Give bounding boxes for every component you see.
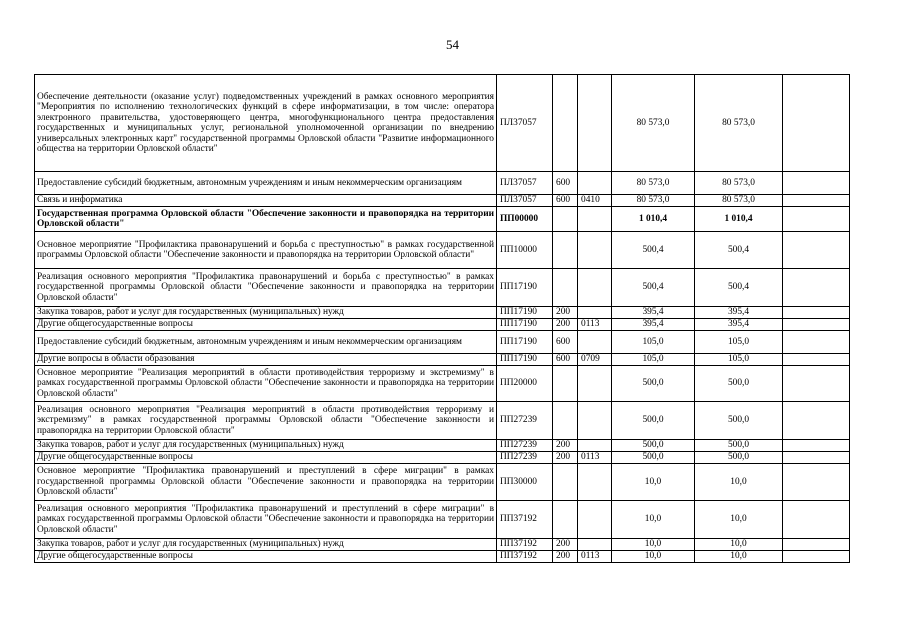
row-target-code: ПЛ37057 xyxy=(497,172,553,195)
row-target-code: ПП37192 xyxy=(497,539,553,551)
row-description: Другие общегосударственные вопросы xyxy=(35,551,497,563)
row-expense-type: 200 xyxy=(553,551,578,563)
row-amount-1: 500,0 xyxy=(612,366,695,402)
row-amount-3 xyxy=(783,331,850,354)
row-amount-2: 500,4 xyxy=(695,269,783,307)
row-amount-3 xyxy=(783,232,850,269)
row-amount-3 xyxy=(783,551,850,563)
row-target-code: ПП37192 xyxy=(497,551,553,563)
row-amount-1: 80 573,0 xyxy=(612,75,695,172)
row-amount-2: 105,0 xyxy=(695,331,783,354)
table-row xyxy=(35,402,850,440)
row-amount-1: 395,4 xyxy=(612,319,695,331)
row-amount-3 xyxy=(783,354,850,366)
table-row xyxy=(35,539,850,551)
row-amount-1: 105,0 xyxy=(612,354,695,366)
row-amount-3 xyxy=(783,207,850,232)
row-expense-type: 600 xyxy=(553,354,578,366)
row-amount-2: 105,0 xyxy=(695,354,783,366)
row-amount-3 xyxy=(783,452,850,464)
row-section-code xyxy=(578,501,612,539)
row-section-code: 0113 xyxy=(578,319,612,331)
row-target-code: ПП17190 xyxy=(497,307,553,319)
row-target-code: ПЛ37057 xyxy=(497,195,553,207)
row-amount-1: 10,0 xyxy=(612,539,695,551)
row-section-code xyxy=(578,440,612,452)
table-row xyxy=(35,366,850,402)
row-description: Закупка товаров, работ и услуг для государственных (муниципальных) нужд xyxy=(35,307,497,319)
row-amount-2: 10,0 xyxy=(695,464,783,501)
row-section-code xyxy=(578,331,612,354)
row-expense-type xyxy=(553,366,578,402)
row-target-code: ПП30000 xyxy=(497,464,553,501)
row-section-code xyxy=(578,232,612,269)
row-section-code: 0709 xyxy=(578,354,612,366)
row-target-code: ПП27239 xyxy=(497,402,553,440)
row-description: Основное мероприятие "Реализация мероприятий в области противодействия терроризму и экстремизму" в рамках государственной программы Орловской области "Обеспечение законности и правопорядка на территории Орловской области" xyxy=(35,366,497,402)
row-section-code: 0410 xyxy=(578,195,612,207)
row-expense-type xyxy=(553,269,578,307)
table-row xyxy=(35,440,850,452)
row-description: Закупка товаров, работ и услуг для государственных (муниципальных) нужд xyxy=(35,440,497,452)
row-amount-2: 500,0 xyxy=(695,440,783,452)
row-expense-type: 200 xyxy=(553,539,578,551)
row-description: Закупка товаров, работ и услуг для государственных (муниципальных) нужд xyxy=(35,539,497,551)
row-target-code: ПП27239 xyxy=(497,440,553,452)
row-description: Основное мероприятие "Профилактика правонарушений и борьба с преступностью" в рамках государственной программы Орловской области "Обеспечение законности и правопорядка на территории Орловской области" xyxy=(35,232,497,269)
row-amount-2: 80 573,0 xyxy=(695,195,783,207)
row-target-code: ПП37192 xyxy=(497,501,553,539)
row-expense-type xyxy=(553,75,578,172)
row-section-code xyxy=(578,307,612,319)
row-amount-1: 1 010,4 xyxy=(612,207,695,232)
row-amount-2: 10,0 xyxy=(695,539,783,551)
row-amount-1: 10,0 xyxy=(612,464,695,501)
row-amount-3 xyxy=(783,501,850,539)
row-description: Предоставление субсидий бюджетным, автономным учреждениям и иным некоммерческим организациям xyxy=(35,172,497,195)
row-amount-3 xyxy=(783,172,850,195)
table-row xyxy=(35,464,850,501)
row-description: Реализация основного мероприятия "Профилактика правонарушений и борьба с преступностью" в рамках государственной программы Орловской области "Обеспечение законности и правопорядка на территории Орловской области" xyxy=(35,269,497,307)
row-target-code: ПП17190 xyxy=(497,354,553,366)
row-section-code xyxy=(578,366,612,402)
row-target-code: ПП27239 xyxy=(497,452,553,464)
table-row xyxy=(35,207,850,232)
row-amount-2: 10,0 xyxy=(695,501,783,539)
row-expense-type xyxy=(553,207,578,232)
row-description: Другие общегосударственные вопросы xyxy=(35,319,497,331)
row-description: Государственная программа Орловской области "Обеспечение законности и правопорядка на территории Орловской области" xyxy=(35,207,497,232)
row-section-code xyxy=(578,464,612,501)
table-row xyxy=(35,331,850,354)
table-row xyxy=(35,232,850,269)
row-expense-type: 600 xyxy=(553,195,578,207)
row-amount-3 xyxy=(783,440,850,452)
row-expense-type: 200 xyxy=(553,319,578,331)
row-expense-type: 600 xyxy=(553,172,578,195)
row-amount-3 xyxy=(783,75,850,172)
row-amount-3 xyxy=(783,319,850,331)
row-amount-2: 500,0 xyxy=(695,402,783,440)
row-section-code xyxy=(578,75,612,172)
table-row xyxy=(35,172,850,195)
table-row xyxy=(35,551,850,563)
row-amount-3 xyxy=(783,195,850,207)
table-row xyxy=(35,269,850,307)
row-description: Основное мероприятие "Профилактика правонарушений и преступлений в сфере миграции" в рамках государственной программы Орловской области "Обеспечение законности и правопорядка на территории Орловской области" xyxy=(35,464,497,501)
table-row xyxy=(35,452,850,464)
row-expense-type xyxy=(553,501,578,539)
table-row xyxy=(35,501,850,539)
row-expense-type xyxy=(553,232,578,269)
row-amount-3 xyxy=(783,269,850,307)
row-amount-3 xyxy=(783,366,850,402)
row-amount-3 xyxy=(783,307,850,319)
row-target-code: ПП20000 xyxy=(497,366,553,402)
table-row xyxy=(35,307,850,319)
row-section-code xyxy=(578,172,612,195)
row-description: Связь и информатика xyxy=(35,195,497,207)
table-row xyxy=(35,195,850,207)
row-amount-2: 500,0 xyxy=(695,366,783,402)
row-description: Реализация основного мероприятия "Профилактика правонарушений и преступлений в сфере миграции" в рамках государственной программы Орловской области "Обеспечение законности и правопорядка на территории Орловской области" xyxy=(35,501,497,539)
row-target-code: ПП10000 xyxy=(497,232,553,269)
row-amount-2: 10,0 xyxy=(695,551,783,563)
row-amount-1: 80 573,0 xyxy=(612,172,695,195)
row-expense-type xyxy=(553,402,578,440)
row-description: Обеспечение деятельности (оказание услуг) подведомственных учреждений в рамках основного мероприятия "Мероприятия по исполнению технологических функций в сфере информатизации, в том числе: оператора электронного правительства, удостоверяющего центра, многофункционального центра предоставления государственных и муниципальных услуг, региональной уполномоченной организации по внедрению универсальных электронных карт" государственной программы Орловской области "Развитие информационного общества на территории Орловской области" xyxy=(35,75,497,172)
row-description: Предоставление субсидий бюджетным, автономным учреждениям и иным некоммерческим организациям xyxy=(35,331,497,354)
row-target-code: ПП17190 xyxy=(497,269,553,307)
row-amount-1: 80 573,0 xyxy=(612,195,695,207)
row-description: Другие общегосударственные вопросы xyxy=(35,452,497,464)
row-section-code xyxy=(578,207,612,232)
row-target-code: ПЛ37057 xyxy=(497,75,553,172)
row-description: Другие вопросы в области образования xyxy=(35,354,497,366)
row-amount-3 xyxy=(783,402,850,440)
row-amount-2: 80 573,0 xyxy=(695,75,783,172)
row-amount-2: 80 573,0 xyxy=(695,172,783,195)
row-expense-type: 200 xyxy=(553,440,578,452)
row-amount-1: 500,0 xyxy=(612,402,695,440)
row-amount-3 xyxy=(783,539,850,551)
row-section-code xyxy=(578,269,612,307)
row-section-code: 0113 xyxy=(578,551,612,563)
row-amount-1: 500,4 xyxy=(612,269,695,307)
row-amount-2: 500,4 xyxy=(695,232,783,269)
row-target-code: ПП17190 xyxy=(497,319,553,331)
budget-table xyxy=(34,74,850,563)
row-section-code xyxy=(578,539,612,551)
table-row xyxy=(35,319,850,331)
row-section-code xyxy=(578,402,612,440)
row-description: Реализация основного мероприятия "Реализация мероприятий в области противодействия терроризму и экстремизму" в рамках государственной программы Орловской области "Обеспечение законности и правопорядка на территории Орловской области" xyxy=(35,402,497,440)
row-expense-type: 200 xyxy=(553,452,578,464)
row-section-code: 0113 xyxy=(578,452,612,464)
table-row xyxy=(35,75,850,172)
row-amount-1: 395,4 xyxy=(612,307,695,319)
row-amount-1: 500,0 xyxy=(612,452,695,464)
row-amount-1: 10,0 xyxy=(612,551,695,563)
row-amount-2: 395,4 xyxy=(695,319,783,331)
table-row xyxy=(35,354,850,366)
row-amount-1: 10,0 xyxy=(612,501,695,539)
row-amount-1: 500,4 xyxy=(612,232,695,269)
row-amount-2: 395,4 xyxy=(695,307,783,319)
row-expense-type: 600 xyxy=(553,331,578,354)
row-expense-type xyxy=(553,464,578,501)
row-expense-type: 200 xyxy=(553,307,578,319)
row-amount-1: 500,0 xyxy=(612,440,695,452)
row-amount-3 xyxy=(783,464,850,501)
row-target-code: ПП00000 xyxy=(497,207,553,232)
row-target-code: ПП17190 xyxy=(497,331,553,354)
row-amount-2: 1 010,4 xyxy=(695,207,783,232)
row-amount-2: 500,0 xyxy=(695,452,783,464)
page-number: 54 xyxy=(446,37,459,52)
row-amount-1: 105,0 xyxy=(612,331,695,354)
